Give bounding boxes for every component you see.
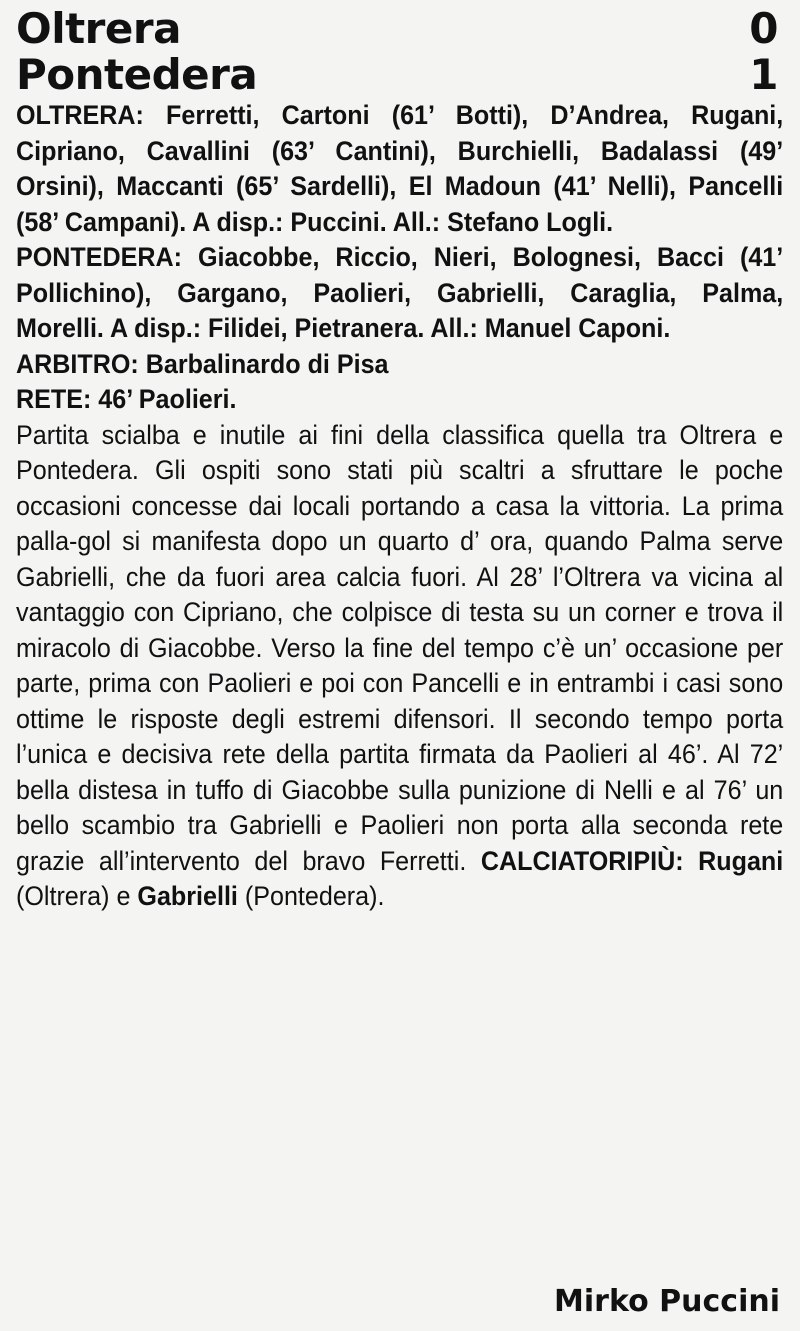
best-player-2: Gabrielli <box>137 881 238 911</box>
report-paragraph <box>16 418 783 915</box>
author-byline: Mirko Puccini <box>554 1284 780 1319</box>
match-report <box>16 418 783 915</box>
best-team-2: (Pontedera). <box>244 881 385 911</box>
away-score-row <box>16 52 782 98</box>
referee-line: ARBITRO: Barbalinardo di Pisa <box>16 348 389 379</box>
best-players-label: CALCIATORIPIÙ: <box>480 845 684 876</box>
goals-line: RETE: 46’ Paolieri. <box>16 384 237 414</box>
away-team-name: Pontedera <box>16 50 258 99</box>
away-lineup: PONTEDERA: Giacobbe, Riccio, Nieri, Bolognesi, Bacci (41’ Pollichino), Gargano, Paolieri, Gabrielli, Caraglia, Palma, Morelli. A disp.: Filidei, Pietranera. All.: Manuel Caponi. <box>16 242 784 343</box>
match-summary <box>16 98 783 418</box>
best-player-1: Rugani <box>698 845 784 876</box>
away-team-score: 1 <box>749 50 778 99</box>
home-score-row <box>16 6 782 52</box>
best-team-1: (Oltrera) <box>16 881 110 911</box>
conjunction: e <box>116 881 131 911</box>
home-team-score: 0 <box>749 4 778 53</box>
home-team-name: Oltrera <box>16 4 181 53</box>
report-body: Partita scialba e inutile ai fini della classifica quella tra Oltrera e Pontedera. Gli ospiti sono stati più scaltri a sfruttare le poche occasioni concesse dai locali portando a casa la vittoria. La prima palla-gol si manifesta dopo un quarto d’ ora, quando Palma serve Gabrielli, che da fuori area calcia fuori. Al 28’ l’Oltrera va vicina al vantaggio con Cipriano, che colpisce di testa su un corner e trova il miracolo di Giacobbe. Verso la fine del tempo c’è un’ occasione per parte, prima con Paolieri e poi con Pancelli e in entrambi i casi sono ottime le risposte degli estremi difensori. Il secondo tempo porta l’unica e decisiva rete della partita firmata da Paolieri al 46’. Al 72’ bella distesa in tuffo di Giacobbe sulla punizione di Nelli e al 76’ un bello scambio tra Gabrielli e Paolieri non porta alla seconda rete grazie all’intervento del bravo Ferretti. <box>16 419 784 876</box>
home-lineup: OLTRERA: Ferretti, Cartoni (61’ Botti), D’Andrea, Rugani, Cipriano, Cavallini (63’ Cantini), Burchielli, Badalassi (49’ Orsini), Maccanti (65’ Sardelli), El Madoun (41’ Nelli), Pancelli (58’ Campani). A disp.: Puccini. All.: Stefano Logli. <box>16 100 784 237</box>
